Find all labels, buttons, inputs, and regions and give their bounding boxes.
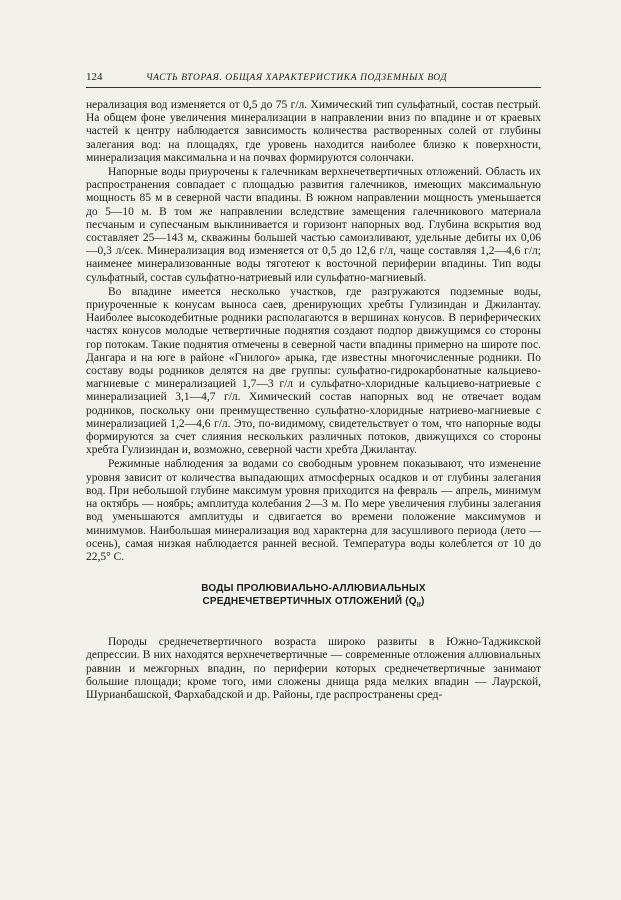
running-header: [86, 70, 541, 88]
section-heading-subscript: II: [416, 602, 422, 610]
section-heading-text: СРЕДНЕЧЕТВЕРТИЧНЫХ ОТЛОЖЕНИЙ (Q: [202, 596, 417, 608]
section-heading-line-1: ВОДЫ ПРОЛЮВИАЛЬНО-АЛЛЮВИАЛЬНЫХ: [201, 583, 426, 595]
paragraph: Режимные наблюдения за водами со свободным уровнем показывают, что изменение уровня зависит от количества выпадающих атмосферных осадков и от глубины залегания вод. При небольшой глубине максимум уровня приходится на февраль — апрель, минимум на октябрь — ноябрь; амплитуда колебания 2—3 м. По мере увеличения глубины залегания вод уменьшаются амплитуды и сдвигается во времени положение максимумов и минимумов. Наибольшая минерализация вод характерна для засушливого периода (лето — осень), самая низкая наблюдается ранней весной. Температура воды колеблется от 10 до 22,5° С.: [86, 458, 541, 563]
paragraph: Породы среднечетвертичного возраста широко развиты в Южно-Таджикской депрессии. В них находятся верхнечетвертичные — современные отложения аллювиальных равнин и межгорных впадин, по периферии которых среднечетвертичные занимают большие площади; кроме того, ими сложены днища ряда мелких впадин — Лаурской, Шурианбашской, Фархабадской и др. Районы, где распространены сред-: [86, 636, 541, 701]
section-heading-close: ): [421, 596, 425, 608]
text-body: [86, 99, 541, 702]
running-title: ЧАСТЬ ВТОРАЯ. ОБЩАЯ ХАРАКТЕРИСТИКА ПОДЗЕМНЫХ ВОД: [146, 73, 448, 83]
section-heading-line-2: [86, 595, 541, 612]
paragraph: Напорные воды приурочены к галечникам верхнечетвертичных отложений. Область их распространения совпадает с площадью развития галечников, имеющих максимальную мощность 85 м в северной части впадины. В южном направлении мощность уменьшается до 5—10 м. В том же направлении вследствие замещения галечникового материала песчаным и супесчаным выклинивается и горизонт напорных вод. Глубина вскрытия вод составляет 25—143 м, скважины большей частью самоизливают, удельные дебиты их 0,06—0,3 л/сек. Минерализация вод изменяется от 0,5 до 12,6 г/л, чаще составляя 1,2—4,6 г/л; наименее минерализованные воды тяготеют к восточной периферии впадины. Тип воды сульфатный, состав сульфатно-натриевый или сульфатно-магниевый.: [86, 166, 541, 284]
section-heading: [86, 582, 541, 612]
paragraph: Во впадине имеется несколько участков, где разгружаются подземные воды, приуроченные к конусам выноса саев, дренирующих хребты Гулизиндан и Джилантау. Наиболее высокодебитные родники располагаются в вершинах конусов. В периферических частях конусов молодые четвертичные поднятия создают подпор движущимся со стороны гор потокам. Такие поднятия отмечены в северной части впадины примерно на широте пос. Дангара и на юге в районе «Гнилого» арыка, где известны многочисленные родники. По составу воды родников делятся на две группы: сульфатно-гидрокарбонатные кальциево-магниевые с минерализацией 1,7—3 г/л и сульфатно-хлоридные кальциево-натриевые с минерализацией 3,1—4,7 г/л. Химический состав напорных вод не отвечает водам родников, поскольку они преимущественно сульфатно-хлоридные натриево-магниевые с минерализацией 1,2—4,6 г/л. Это, по-видимому, свидетельствует о том, что напорные воды формируются за счет слияния нескольких различных потоков, движущихся со стороны хребта Гулизиндан и, возможно, северной части хребта Джилантау.: [86, 285, 541, 457]
page-number: 124: [86, 71, 103, 83]
paragraph: нерализация вод изменяется от 0,5 до 75 г/л. Химический тип сульфатный, состав пестрый. На общем фоне увеличения минерализации в направлении вниз по впадине и от краевых частей к центру наблюдается зависимость количества растворенных солей от глубины залегания вод: на площадях, где уровень находится наиболее близко к поверхности, минерализация максимальна и на почвах формируются солончаки.: [86, 99, 541, 164]
